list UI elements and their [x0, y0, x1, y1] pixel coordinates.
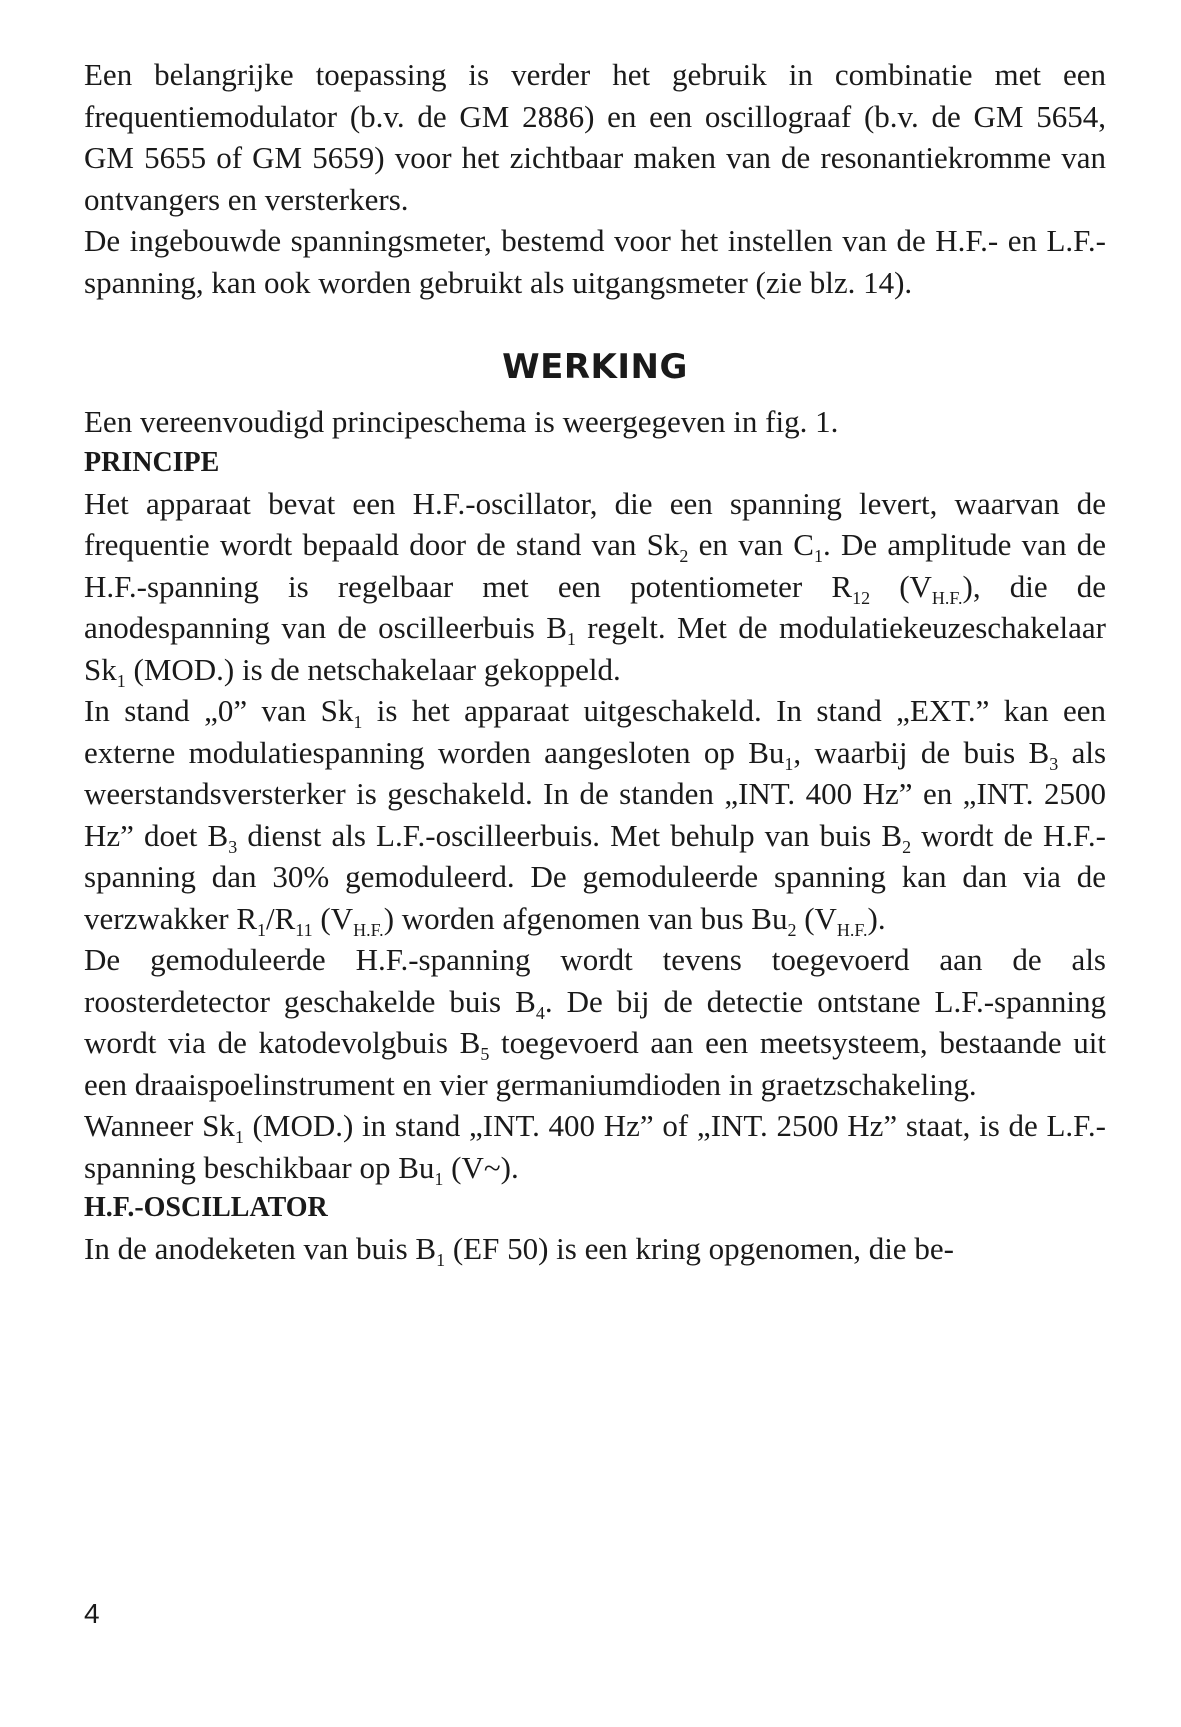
page-body	[84, 54, 1106, 1270]
intro-paragraph-2: De ingebouwde spanningsmeter, bestemd voor het instellen van de H.F.- en L.F.-spanning, kan ook worden gebruikt als uitgangsmeter (zie blz. 14).	[84, 223, 1106, 300]
principe-paragraph-4: Wanneer $Sk_1$ (MOD.) in stand „INT. 400 Hz” of „INT. 2500 Hz” staat, is de L.F.-spanning beschikbaar op $Bu_1$ (V~).	[84, 1108, 1107, 1189]
principe-paragraph-2: In stand „0” van $Sk_1$ is het apparaat uitgeschakeld. In stand „EXT.” kan een externe modulatiespanning worden aangesloten op $Bu_1$, waarbij de buis $B_3$ als weerstandsversterker is geschakeld. In de standen „INT. 400 Hz” en „INT. 2500 Hz” doet $B_3$ dienst als L.F.-oscilleerbuis. Met behulp van buis $B_2$ wordt de H.F.-spanning dan 30% gemoduleerd. De gemoduleerde spanning kan dan via de verzwakker $R_1/R_{11}$ $(V_{H.F.})$ worden afgenomen van bus $Bu_2$ $(V_{H.F.})$.	[84, 693, 1107, 940]
page-number: 4	[84, 1598, 100, 1629]
werking-intro: Een vereenvoudigd principeschema is weergegeven in fig. 1.	[84, 404, 839, 439]
principe-paragraph-3: De gemoduleerde H.F.-spanning wordt tevens toegevoerd aan de als roosterdetector geschakelde buis $B_4$. De bij de detectie ontstane L.F.-spanning wordt via de katodevolgbuis $B_5$ toegevoerd aan een meetsysteem, bestaande uit een draaispoelinstrument en vier germaniumdioden in graetzschakeling.	[84, 942, 1106, 1102]
hf-oscillator-paragraph-1: In de anodeketen van buis $B_1$ (EF 50) is een kring opgenomen, die be-	[84, 1231, 954, 1271]
section-title-werking: WERKING	[502, 347, 688, 387]
heading-hf-oscillator: H.F.-OSCILLATOR	[84, 1192, 328, 1223]
intro-paragraph-1: Een belangrijke toepassing is verder het gebruik in combinatie met een frequentiemodulator (b.v. de GM 2886) en een oscillograaf (b.v. de GM 5654, GM 5655 of GM 5659) voor het zichtbaar maken van de resonantiekromme van ontvangers en versterkers.	[84, 57, 1106, 217]
heading-principe: PRINCIPE	[84, 446, 220, 478]
principe-paragraph-1: Het apparaat bevat een H.F.-oscillator, die een spanning levert, waarvan de frequentie wordt bepaald door de stand van $Sk_2$ en van $C_1$. De amplitude van de H.F.-spanning is regelbaar met een potentiometer $R_{12}$ $(V_{H.F.})$, die de anodespanning van de oscilleerbuis $B_1$ regelt. Met de modulatiekeuzeschakelaar $Sk_1$ (MOD.) is de netschakelaar gekoppeld.	[84, 485, 1106, 691]
